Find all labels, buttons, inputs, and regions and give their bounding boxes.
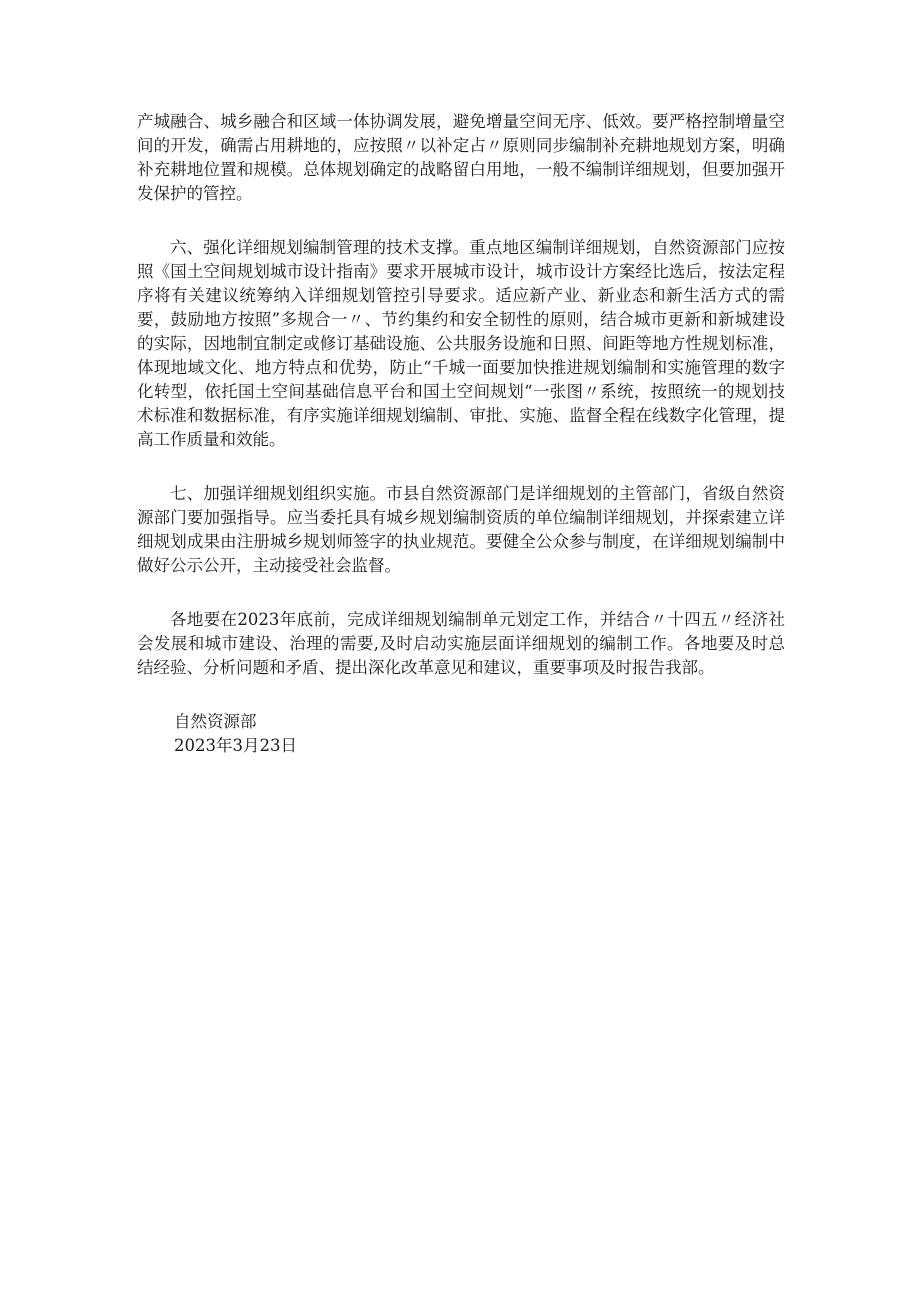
signature-date: 2023年3月23日: [174, 736, 297, 755]
paragraph-gap: [137, 206, 785, 236]
paragraph-gap: [137, 578, 785, 608]
paragraph-section-6: 六、强化详细规划编制管理的技术支撑。重点地区编制详细规划，自然资源部门应按照《国土空间规划城市设计指南》要求开展城市设计，城市设计方案经比选后，按法定程序将有关建议统筹纳入详细规划管控引导要求。适应新产业、新业态和新生活方式的需要，鼓励地方按照”多规合一〃、节约集约和安全韧性的原则，结合城市更新和新城建设的实际，因地制宜制定或修订基础设施、公共服务设施和日照、间距等地方性规划标准，体现地域文化、地方特点和优势，防止“千城一面要加快推进规划编制和实施管理的数字化转型，依托国土空间基础信息平台和国土空间规划“一张图〃系统，按照统一的规划技术标准和数据标准，有序实施详细规划编制、审批、实施、监督全程在线数字化管理，提高工作质量和效能。: [137, 238, 785, 449]
paragraph-continuation: 产城融合、城乡融合和区域一体协调发展，避免增量空间无序、低效。要严格控制增量空间的开发，确需占用耕地的，应按照〃以补定占〃原则同步编制补充耕地规划方案，明确补充耕地位置和规模。总体规划确定的战略留白用地，一般不编制详细规划，但要加强开发保护的管控。: [137, 112, 785, 203]
document-body: [137, 110, 785, 758]
paragraph-closing: 各地要在2023年底前，完成详细规划编制单元划定工作，并结合〃十四五〃经济社会发展和城市建设、治理的需要,及时启动实施层面详细规划的编制工作。各地要及时总结经验、分析问题和矛盾、提出深化改革意见和建议，重要事项及时报告我部。: [137, 610, 785, 677]
paragraph-gap: [137, 452, 785, 482]
signature-organization: 自然资源部: [174, 712, 257, 731]
paragraph-gap: [137, 680, 785, 710]
paragraph-section-7: 七、加强详细规划组织实施。市县自然资源部门是详细规划的主管部门，省级自然资源部门要加强指导。应当委托具有城乡规划编制资质的单位编制详细规划，并探索建立详细规划成果由注册城乡规划师签字的执业规范。要健全公众参与制度，在详细规划编制中做好公示公开，主动接受社会监督。: [137, 484, 785, 575]
